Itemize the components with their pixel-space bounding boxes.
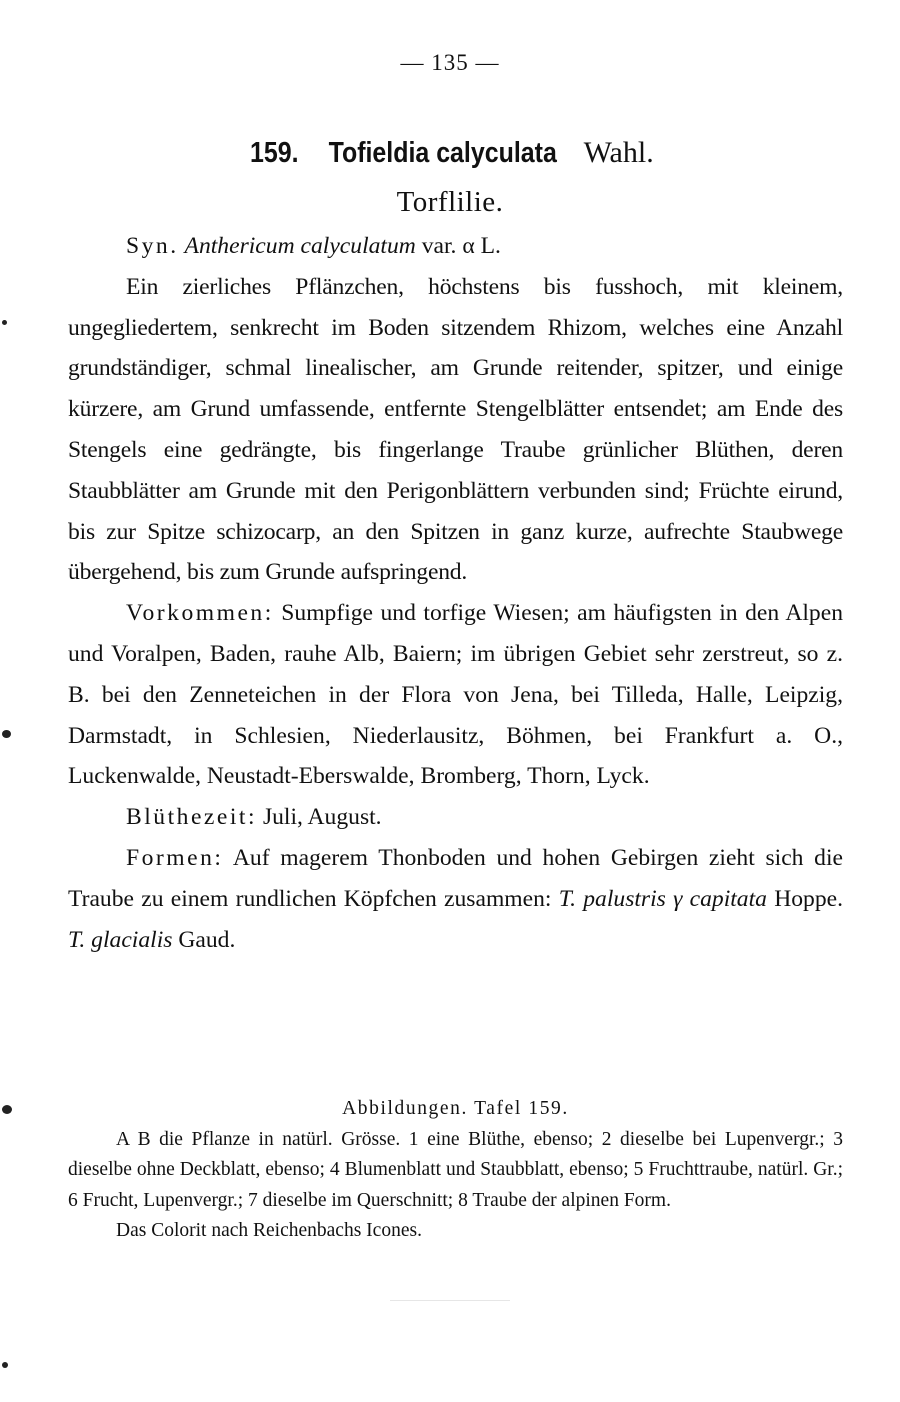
forms-taxon-1: T. palustris γ capitata (558, 885, 767, 912)
species-number: 159. (250, 137, 299, 169)
body-text (68, 226, 843, 960)
page-number: — 135 — (400, 50, 500, 75)
synonym-line (68, 226, 843, 267)
synonym-name: Anthericum calyculatum (184, 233, 416, 259)
flowering-text: Juli, August. (262, 804, 382, 831)
faint-divider (390, 1300, 510, 1301)
species-heading (0, 134, 900, 170)
flowering-paragraph (68, 797, 843, 838)
margin-speck-mark (2, 320, 7, 325)
common-name: Torflilie. (396, 186, 504, 218)
description-paragraph: Ein zierliches Pflänzchen, höchstens bis fusshoch, mit kleinem, ungegliedertem, senkrecht im Boden sitzendem Rhizom, welches eine Anzahl grundständiger, schmal linealischer, am Grunde reitender, spitzer, und einige kürzere, am Grund umfassende, entfernte Stengelblätter entsendet; am Ende des Stengels eine gedrängte, bis fingerlange Traube grünlicher Blüthen, deren Staubblätter am Grunde mit den Perigonblättern verbunden sind; Früchte eirund, bis zur Spitze schizocarp, an den Spitzen in ganz kurze, aufrechte Staubwege übergehend, bis zum Grunde aufspringend. (68, 273, 843, 586)
forms-paragraph (68, 838, 843, 960)
forms-author-1: Hoppe. (774, 885, 844, 912)
figure-caption-title: Abbildungen. Tafel 159. (342, 1098, 569, 1119)
margin-speck-mark (2, 730, 11, 738)
margin-speck-mark (2, 1362, 8, 1368)
margin-speck-mark (2, 1105, 12, 1114)
forms-label: Formen: (126, 844, 224, 871)
occurrence-text: Sumpfige und torfige Wiesen; am häufigsten in den Alpen und Voralpen, Baden, rauhe Alb, Baiern; im übrigen Gebiet sehr zerstreut, so z. B. bei den Zenneteichen in der Flora von Jena, bei Tilleda, Halle, Leipzig, Darmstadt, in Schlesien, Niederlausitz, Böhmen, bei Frankfurt a. O., Luckenwalde, Neustadt-Eberswalde, Bromberg, Thorn, Lyck. (68, 600, 844, 790)
scientific-name: Tofieldia calyculata (329, 137, 558, 169)
forms-text: Auf magerem Thonboden und hohen Gebirgen zieht sich die Traube zu einem rundlichen Köpfchen zusammen: (68, 844, 844, 912)
figure-caption-text: A B die Pflanze in natürl. Grösse. 1 eine Blüthe, ebenso; 2 dieselbe bei Lupenvergr.; 3 dieselbe ohne Deckblatt, ebenso; 4 Blumenblatt und Staubblatt, ebenso; 5 Fruchttraube, natürl. Gr.; 6 Frucht, Lupenvergr.; 7 dieselbe im Querschnitt; 8 Traube der alpinen Form. (68, 1128, 843, 1211)
occurrence-paragraph (68, 593, 843, 797)
forms-taxon-2: T. glacialis (68, 926, 173, 953)
figure-caption (68, 1094, 843, 1247)
occurrence-label: Vorkommen: (126, 600, 274, 627)
flowering-label: Blüthezeit: (126, 804, 258, 831)
forms-author-2: Gaud. (178, 926, 236, 953)
author-name: Wahl. (583, 136, 654, 169)
synonym-label: Syn. (126, 233, 179, 259)
figure-caption-coloring: Das Colorit nach Reichenbachs Icones. (116, 1220, 422, 1241)
synonym-rest: var. α L. (421, 233, 501, 259)
